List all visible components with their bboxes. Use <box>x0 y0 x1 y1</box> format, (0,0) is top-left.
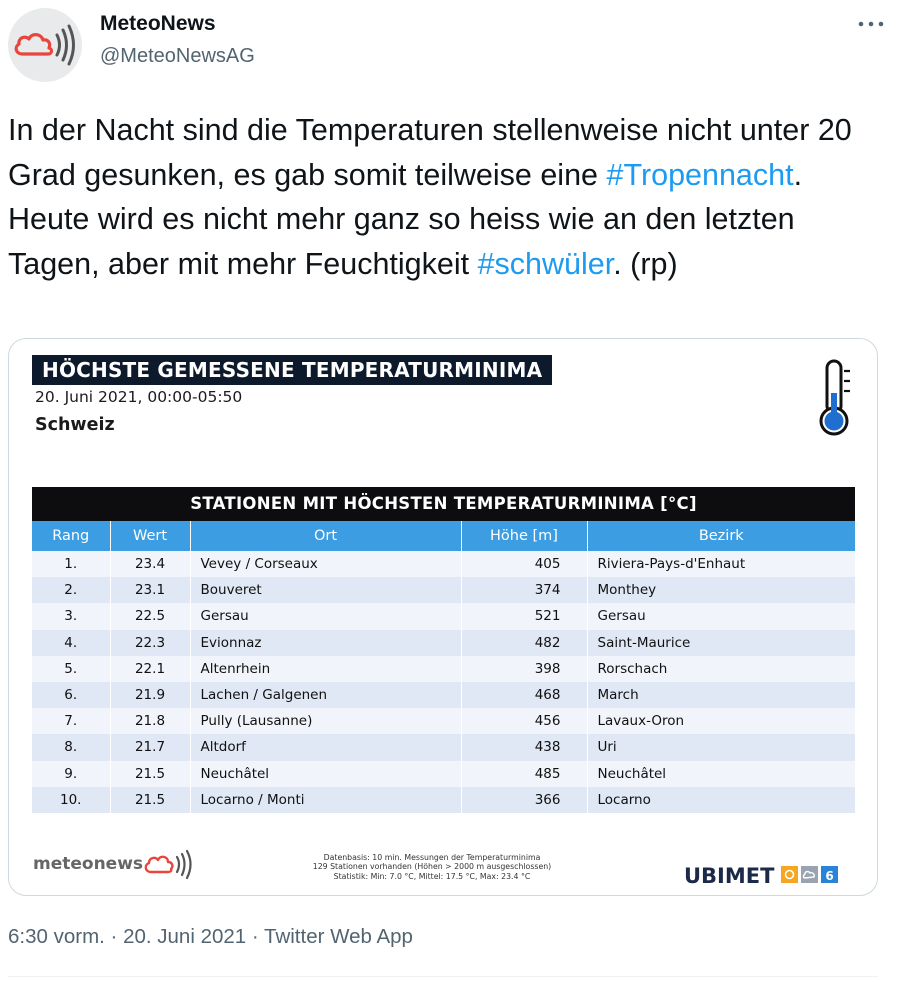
cell-rang: 2. <box>32 577 110 603</box>
table-header-row <box>32 521 855 551</box>
cell-rang: 10. <box>32 787 110 813</box>
cell-ort: Locarno / Monti <box>190 787 461 813</box>
cell-wert: 23.4 <box>110 551 190 577</box>
hashtag-schwueler[interactable]: #schwüler <box>477 246 614 281</box>
column-header-bezirk: Bezirk <box>587 521 855 551</box>
hashtag-tropennacht[interactable]: #Tropennacht <box>606 157 794 192</box>
cell-hoehe: 398 <box>461 656 587 682</box>
table-row <box>32 551 855 577</box>
table-row <box>32 603 855 629</box>
table-row <box>32 708 855 734</box>
table-row <box>32 682 855 708</box>
table-row <box>32 656 855 682</box>
cell-wert: 22.1 <box>110 656 190 682</box>
tweet-text <box>8 108 888 286</box>
cell-hoehe: 438 <box>461 734 587 760</box>
media-image[interactable] <box>8 338 878 896</box>
cell-bezirk: Riviera-Pays-d'Enhaut <box>587 551 855 577</box>
temperature-table <box>32 487 855 813</box>
cell-rang: 4. <box>32 630 110 656</box>
note-line-2: 129 Stationen vorhanden (Höhen > 2000 m ausgeschlossen) <box>312 862 552 872</box>
handle[interactable]: @MeteoNewsAG <box>100 45 255 67</box>
tweet-date[interactable]: 20. Juni 2021 <box>123 925 247 948</box>
column-header-hoehe: Höhe [m] <box>461 521 587 551</box>
table-caption: STATIONEN MIT HÖCHSTEN TEMPERATURMINIMA [°C] <box>32 487 855 521</box>
tweet-source[interactable]: Twitter Web App <box>264 925 413 948</box>
cell-wert: 21.5 <box>110 761 190 787</box>
note-line-1: Datenbasis: 10 min. Messungen der Temperaturminima <box>323 853 541 862</box>
cell-wert: 21.7 <box>110 734 190 760</box>
cell-rang: 3. <box>32 603 110 629</box>
cell-ort: Altdorf <box>190 734 461 760</box>
cell-hoehe: 468 <box>461 682 587 708</box>
data-table <box>32 521 855 813</box>
cell-bezirk: Uri <box>587 734 855 760</box>
table-row <box>32 734 855 760</box>
cell-wert: 23.1 <box>110 577 190 603</box>
column-header-wert: Wert <box>110 521 190 551</box>
table-body <box>32 551 855 813</box>
cell-ort: Pully (Lausanne) <box>190 708 461 734</box>
cell-rang: 9. <box>32 761 110 787</box>
cell-ort: Lachen / Galgenen <box>190 682 461 708</box>
data-basis-note <box>267 853 597 881</box>
cell-bezirk: March <box>587 682 855 708</box>
avatar[interactable] <box>8 8 82 82</box>
cell-hoehe: 521 <box>461 603 587 629</box>
display-name[interactable]: MeteoNews <box>100 12 216 35</box>
tweet-time[interactable]: 6:30 vorm. <box>8 925 105 948</box>
tweet-text-part-3: . (rp) <box>613 246 678 281</box>
tweet-text-part-1: In der Nacht sind die Temperaturen stellenweise nicht unter 20 Grad gesunken, es gab somit teilweise eine <box>8 113 852 192</box>
cell-wert: 21.9 <box>110 682 190 708</box>
cell-hoehe: 374 <box>461 577 587 603</box>
cell-wert: 21.5 <box>110 787 190 813</box>
cell-bezirk: Locarno <box>587 787 855 813</box>
cell-bezirk: Gersau <box>587 603 855 629</box>
cell-bezirk: Lavaux-Oron <box>587 708 855 734</box>
meteonews-cloud-icon <box>8 8 82 82</box>
cell-bezirk: Neuchâtel <box>587 761 855 787</box>
cell-ort: Evionnaz <box>190 630 461 656</box>
table-row <box>32 787 855 813</box>
tweet-text-part-2: . Heute wird es nicht mehr ganz so heiss wie an den letzten Tagen, aber mit mehr Feuchtigkeit <box>8 157 803 281</box>
ubimet-logo-text: UBIMET <box>684 864 775 888</box>
table-row <box>32 577 855 603</box>
cell-hoehe: 456 <box>461 708 587 734</box>
cell-wert: 22.3 <box>110 630 190 656</box>
meteonews-logo-text: meteonews <box>33 854 144 874</box>
tweet-meta <box>8 925 413 949</box>
cell-ort: Vevey / Corseaux <box>190 551 461 577</box>
table-row <box>32 761 855 787</box>
image-title: HÖCHSTE GEMESSENE TEMPERATURMINIMA <box>32 355 552 385</box>
cell-rang: 8. <box>32 734 110 760</box>
cell-bezirk: Rorschach <box>587 656 855 682</box>
meta-separator-1: · <box>104 925 124 948</box>
tweet-header <box>8 8 892 83</box>
meta-separator-2: · <box>246 925 265 948</box>
image-date: 20. Juni 2021, 00:00-05:50 <box>35 388 243 406</box>
cell-rang: 6. <box>32 682 110 708</box>
cell-rang: 5. <box>32 656 110 682</box>
cell-ort: Neuchâtel <box>190 761 461 787</box>
cell-wert: 21.8 <box>110 708 190 734</box>
cell-hoehe: 485 <box>461 761 587 787</box>
ubimet-badge-text: 6 <box>825 869 834 883</box>
cell-bezirk: Saint-Maurice <box>587 630 855 656</box>
divider <box>8 976 878 977</box>
user-block <box>100 12 255 68</box>
meteonews-logo <box>33 844 199 882</box>
note-line-3: Statistik: Min: 7.0 °C, Mittel: 17.5 °C, Max: 23.4 °C <box>333 871 531 881</box>
cell-hoehe: 482 <box>461 630 587 656</box>
cell-ort: Gersau <box>190 603 461 629</box>
thermometer-icon <box>819 359 853 437</box>
cell-bezirk: Monthey <box>587 577 855 603</box>
column-header-ort: Ort <box>190 521 461 551</box>
ubimet-logo <box>684 862 850 888</box>
image-region: Schweiz <box>35 415 115 435</box>
table-row <box>32 630 855 656</box>
cell-hoehe: 405 <box>461 551 587 577</box>
more-horizontal-icon[interactable] <box>856 16 886 32</box>
cell-ort: Altenrhein <box>190 656 461 682</box>
column-header-rang: Rang <box>32 521 110 551</box>
cell-hoehe: 366 <box>461 787 587 813</box>
cell-rang: 1. <box>32 551 110 577</box>
cell-rang: 7. <box>32 708 110 734</box>
cell-wert: 22.5 <box>110 603 190 629</box>
cell-ort: Bouveret <box>190 577 461 603</box>
